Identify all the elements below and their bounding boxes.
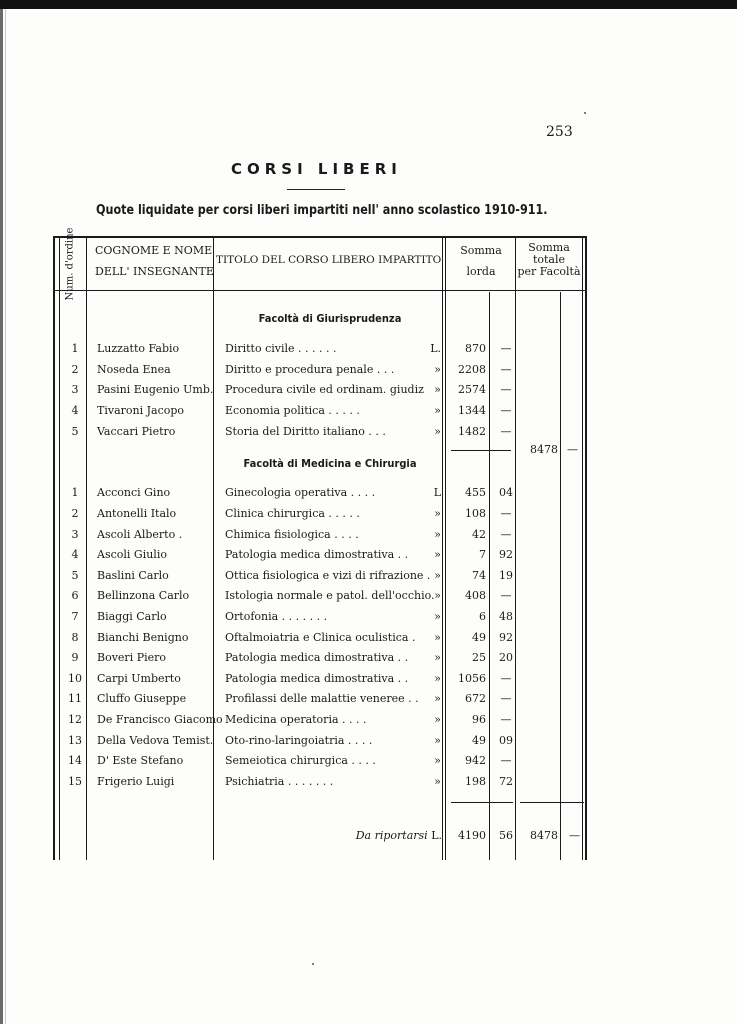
- header-name-line1: COGNOME E NOME: [95, 244, 213, 257]
- row-unit: »: [434, 775, 441, 788]
- row-course: Chimica fisiologica . . . .: [225, 528, 359, 541]
- row-num: 8: [71, 631, 79, 644]
- row-cent: —: [500, 589, 512, 602]
- col-rule-total-lire: [560, 292, 561, 860]
- row-cent: 04: [499, 486, 513, 499]
- row-lire: 1344: [458, 404, 486, 417]
- row-unit: »: [434, 651, 441, 664]
- title-rule: [287, 189, 345, 190]
- row-teacher: Ascoli Giulio: [97, 548, 167, 561]
- row-course: Semeiotica chirurgica . . . .: [225, 754, 376, 767]
- row-teacher: Della Vedova Temist.: [97, 734, 214, 747]
- carry-forward-unit: L.: [431, 829, 442, 842]
- row-teacher: Acconci Gino: [97, 486, 171, 499]
- row-lire: 2574: [458, 383, 486, 396]
- row-cent: 19: [499, 569, 513, 582]
- row-teacher: Bianchi Benigno: [97, 631, 189, 644]
- row-course: Medicina operatoria . . . .: [225, 713, 367, 726]
- row-unit: »: [434, 383, 441, 396]
- row-cent: 92: [499, 631, 513, 644]
- row-num: 10: [68, 672, 82, 685]
- header-name-line2: DELL' INSEGNANTE: [95, 265, 214, 278]
- row-num: 15: [68, 775, 82, 788]
- row-course: Oftalmoiatria e Clinica oculistica .: [225, 631, 416, 644]
- carry-forward-total-cent: —: [569, 829, 580, 842]
- header-total-line1: Somma: [528, 241, 570, 254]
- row-course: Profilassi delle malattie veneree . .: [225, 692, 419, 705]
- row-course: Storia del Diritto italiano . . .: [225, 425, 386, 438]
- row-num: 3: [71, 383, 79, 396]
- row-course: Diritto civile . . . . . .: [225, 342, 337, 355]
- scan-top-border: [0, 0, 737, 9]
- carry-forward-total: 8478: [530, 829, 558, 842]
- row-lire: 42: [472, 528, 486, 541]
- row-cent: —: [500, 425, 512, 438]
- row-num: 2: [71, 363, 79, 376]
- row-lire: 49: [472, 734, 486, 747]
- row-cent: 72: [499, 775, 513, 788]
- row-course: Economia politica . . . . .: [225, 404, 360, 417]
- section-total-cent: —: [567, 443, 578, 456]
- row-lire: 2208: [458, 363, 486, 376]
- row-cent: —: [500, 363, 512, 376]
- row-cent: —: [500, 713, 512, 726]
- row-teacher: Noseda Enea: [97, 363, 171, 376]
- row-teacher: Antonelli Italo: [97, 507, 177, 520]
- page-title: CORSI LIBERI: [231, 160, 402, 178]
- header-course: TITOLO DEL CORSO LIBERO IMPARTITO: [216, 254, 442, 266]
- row-teacher: Frigerio Luigi: [97, 775, 175, 788]
- row-lire: 942: [465, 754, 486, 767]
- page-subtitle: Quote liquidate per corsi liberi impartiti nell' anno scolastico 1910-911.: [96, 203, 548, 218]
- row-unit: »: [434, 548, 441, 561]
- row-teacher: Bellinzona Carlo: [97, 589, 190, 602]
- row-unit: »: [434, 713, 441, 726]
- header-bottom-rule: [53, 290, 586, 291]
- row-lire: 6: [479, 610, 486, 623]
- section-title-medicina: Facoltà di Medicina e Chirurgia: [243, 457, 417, 470]
- row-teacher: Carpi Umberto: [97, 672, 181, 685]
- row-lire: 455: [465, 486, 486, 499]
- row-lire: 1482: [458, 425, 486, 438]
- carry-forward-label: Da riportarsi L.: [355, 829, 442, 842]
- header-gross-line1: Somma: [460, 244, 502, 257]
- scan-speck: [584, 112, 586, 114]
- row-cent: —: [500, 404, 512, 417]
- row-teacher: De Francisco Giacomo: [97, 713, 223, 726]
- row-cent: 09: [499, 734, 513, 747]
- scan-left-border-faint: [5, 9, 6, 1024]
- row-course: Patologia medica dimostrativa . .: [225, 548, 409, 561]
- table-right-rule-a: [582, 236, 583, 860]
- row-lire: 74: [472, 569, 486, 582]
- row-teacher: Boveri Piero: [97, 651, 167, 664]
- row-cent: —: [500, 342, 512, 355]
- row-course: Ortofonia . . . . . . .: [225, 610, 328, 623]
- row-teacher: Luzzatto Fabio: [97, 342, 180, 355]
- row-unit: »: [434, 404, 441, 417]
- row-teacher: D' Este Stefano: [97, 754, 184, 767]
- subtotal-rule: [451, 450, 511, 451]
- row-unit: »: [434, 569, 441, 582]
- row-course: Ginecologia operativa . . . .: [225, 486, 376, 499]
- row-course: Clinica chirurgica . . . . .: [225, 507, 360, 520]
- table-right-rule-b: [585, 236, 587, 860]
- row-lire: 672: [465, 692, 486, 705]
- scan-left-border: [0, 9, 3, 1024]
- col-rule-course-a: [442, 236, 443, 860]
- row-lire: 198: [465, 775, 486, 788]
- row-num: 5: [71, 569, 79, 582]
- row-cent: —: [500, 507, 512, 520]
- row-course: Psichiatria . . . . . . .: [225, 775, 334, 788]
- page-number: 253: [546, 124, 573, 140]
- row-num: 12: [68, 713, 82, 726]
- section-total: 8478: [530, 443, 558, 456]
- row-unit: »: [434, 610, 441, 623]
- carry-forward-lire: 4190: [458, 829, 486, 842]
- row-num: 9: [71, 651, 79, 664]
- row-unit: »: [434, 672, 441, 685]
- row-num: 2: [71, 507, 79, 520]
- row-num: 1: [71, 486, 79, 499]
- table-left-rule: [53, 236, 55, 860]
- row-course: Patologia medica dimostrativa . .: [225, 651, 409, 664]
- row-num: 13: [68, 734, 82, 747]
- row-num: 7: [71, 610, 79, 623]
- row-course: Patologia medica dimostrativa . .: [225, 672, 409, 685]
- row-num: 3: [71, 528, 79, 541]
- row-unit: »: [434, 692, 441, 705]
- row-num: 4: [71, 404, 79, 417]
- row-unit: »: [434, 425, 441, 438]
- row-cent: —: [500, 692, 512, 705]
- row-unit: »: [434, 734, 441, 747]
- row-lire: 1056: [458, 672, 486, 685]
- row-cent: —: [500, 383, 512, 396]
- row-num: 14: [68, 754, 82, 767]
- row-unit: »: [434, 754, 441, 767]
- row-course: Ottica fisiologica e vizi di rifrazione .: [225, 569, 431, 582]
- row-lire: 25: [472, 651, 486, 664]
- carry-rule-total: [520, 802, 584, 803]
- row-teacher: Baslini Carlo: [97, 569, 169, 582]
- row-num: 4: [71, 548, 79, 561]
- row-num: 11: [68, 692, 82, 705]
- row-cent: 92: [499, 548, 513, 561]
- header-num: Num. d'ordine: [64, 227, 76, 301]
- row-lire: 870: [465, 342, 486, 355]
- row-cent: —: [500, 672, 512, 685]
- header-gross-line2: lorda: [466, 265, 496, 278]
- row-unit: »: [434, 528, 441, 541]
- row-teacher: Vaccari Pietro: [97, 425, 176, 438]
- carry-rule-gross: [451, 802, 513, 803]
- carry-forward-cent: 56: [499, 829, 513, 842]
- row-teacher: Ascoli Alberto .: [97, 528, 183, 541]
- row-lire: 108: [465, 507, 486, 520]
- row-teacher: Pasini Eugenio Umb.: [97, 383, 214, 396]
- row-num: 1: [71, 342, 79, 355]
- row-num: 5: [71, 425, 79, 438]
- row-teacher: Tivaroni Jacopo: [97, 404, 185, 417]
- row-cent: 20: [499, 651, 513, 664]
- header-total-line2: totale: [532, 253, 566, 266]
- row-unit: »: [434, 507, 441, 520]
- row-teacher: Cluffo Giuseppe: [97, 692, 187, 705]
- row-lire: 7: [479, 548, 486, 561]
- row-cent: —: [500, 754, 512, 767]
- row-course: Istologia normale e patol. dell'occhio.: [225, 589, 435, 602]
- row-cent: —: [500, 528, 512, 541]
- col-rule-name: [213, 236, 214, 860]
- scan-speck: [312, 963, 314, 965]
- row-course: Oto-rino-laringoiatria . . . .: [225, 734, 373, 747]
- row-unit: »: [434, 363, 441, 376]
- table-top-rule: [53, 236, 586, 238]
- row-unit: »: [434, 631, 441, 644]
- row-course: Procedura civile ed ordinam. giudiz: [225, 383, 424, 396]
- row-num: 6: [71, 589, 79, 602]
- section-title-giurisprudenza: Facoltà di Giurisprudenza: [258, 312, 402, 325]
- header-total-line3: per Facoltà: [517, 265, 581, 278]
- row-lire: 408: [465, 589, 486, 602]
- row-cent: 48: [499, 610, 513, 623]
- col-rule-lire: [489, 292, 490, 860]
- row-lire: 49: [472, 631, 486, 644]
- row-unit: L.: [430, 342, 441, 355]
- row-teacher: Biaggi Carlo: [97, 610, 167, 623]
- row-lire: 96: [472, 713, 486, 726]
- row-course: Diritto e procedura penale . . .: [225, 363, 395, 376]
- row-unit: L: [433, 486, 441, 499]
- row-unit: »: [434, 589, 441, 602]
